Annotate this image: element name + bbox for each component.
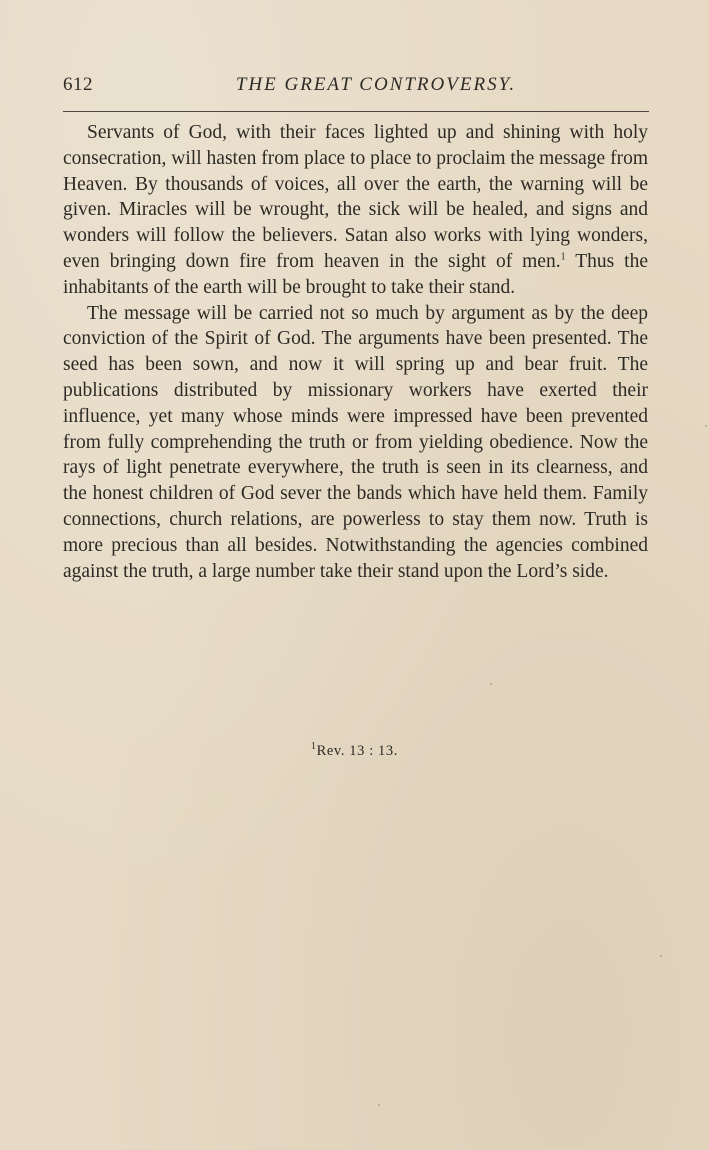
header-rule: [63, 111, 649, 112]
paragraph-1-text-a: Servants of God, with their faces lighted up and shining with holy consecration, will hasten from place to place to proclaim the message from Heaven. By thousands of voices, all over the earth, the warning will be given. Miracles will be wrought, the sick will be healed, and signs and wonders will follow the believers. Satan also works with lying wonders, even bringing down fire from heaven in the sight of men.: [63, 122, 648, 272]
page-number: 612: [63, 74, 93, 95]
paper-speck: [660, 955, 662, 957]
paper-speck: [378, 1104, 380, 1106]
footnote-reference: 1: [560, 251, 566, 263]
footnote: [0, 741, 709, 760]
paper-speck: [490, 683, 492, 685]
running-title: THE GREAT CONTROVERSY.: [235, 74, 517, 95]
footnote-text: Rev. 13 : 13.: [316, 742, 398, 759]
paper-speck: [705, 425, 707, 427]
paragraph-1-text-b: Thus the inhabitants of the earth will be brought to take their stand.: [63, 250, 648, 298]
body-text: [63, 120, 648, 584]
page-header: [63, 74, 649, 104]
paragraph-1: [63, 120, 648, 301]
footnote-marker: 1: [311, 741, 317, 752]
paragraph-2: The message will be carried not so much by argument as by the deep conviction of the Spirit of God. The arguments have been presented. The seed has been sown, and now it will spring up and bear fruit. The publications distributed by missionary workers have exerted their influence, yet many whose minds were impressed have been prevented from fully comprehending the truth or from yielding obedience. Now the rays of light penetrate everywhere, the truth is seen in its clearness, and the honest children of God sever the bands which have held them. Family connections, church relations, are powerless to stay them now. Truth is more precious than all besides. Notwithstanding the agencies combined against the truth, a large number take their stand upon the Lord’s side.: [63, 302, 648, 582]
